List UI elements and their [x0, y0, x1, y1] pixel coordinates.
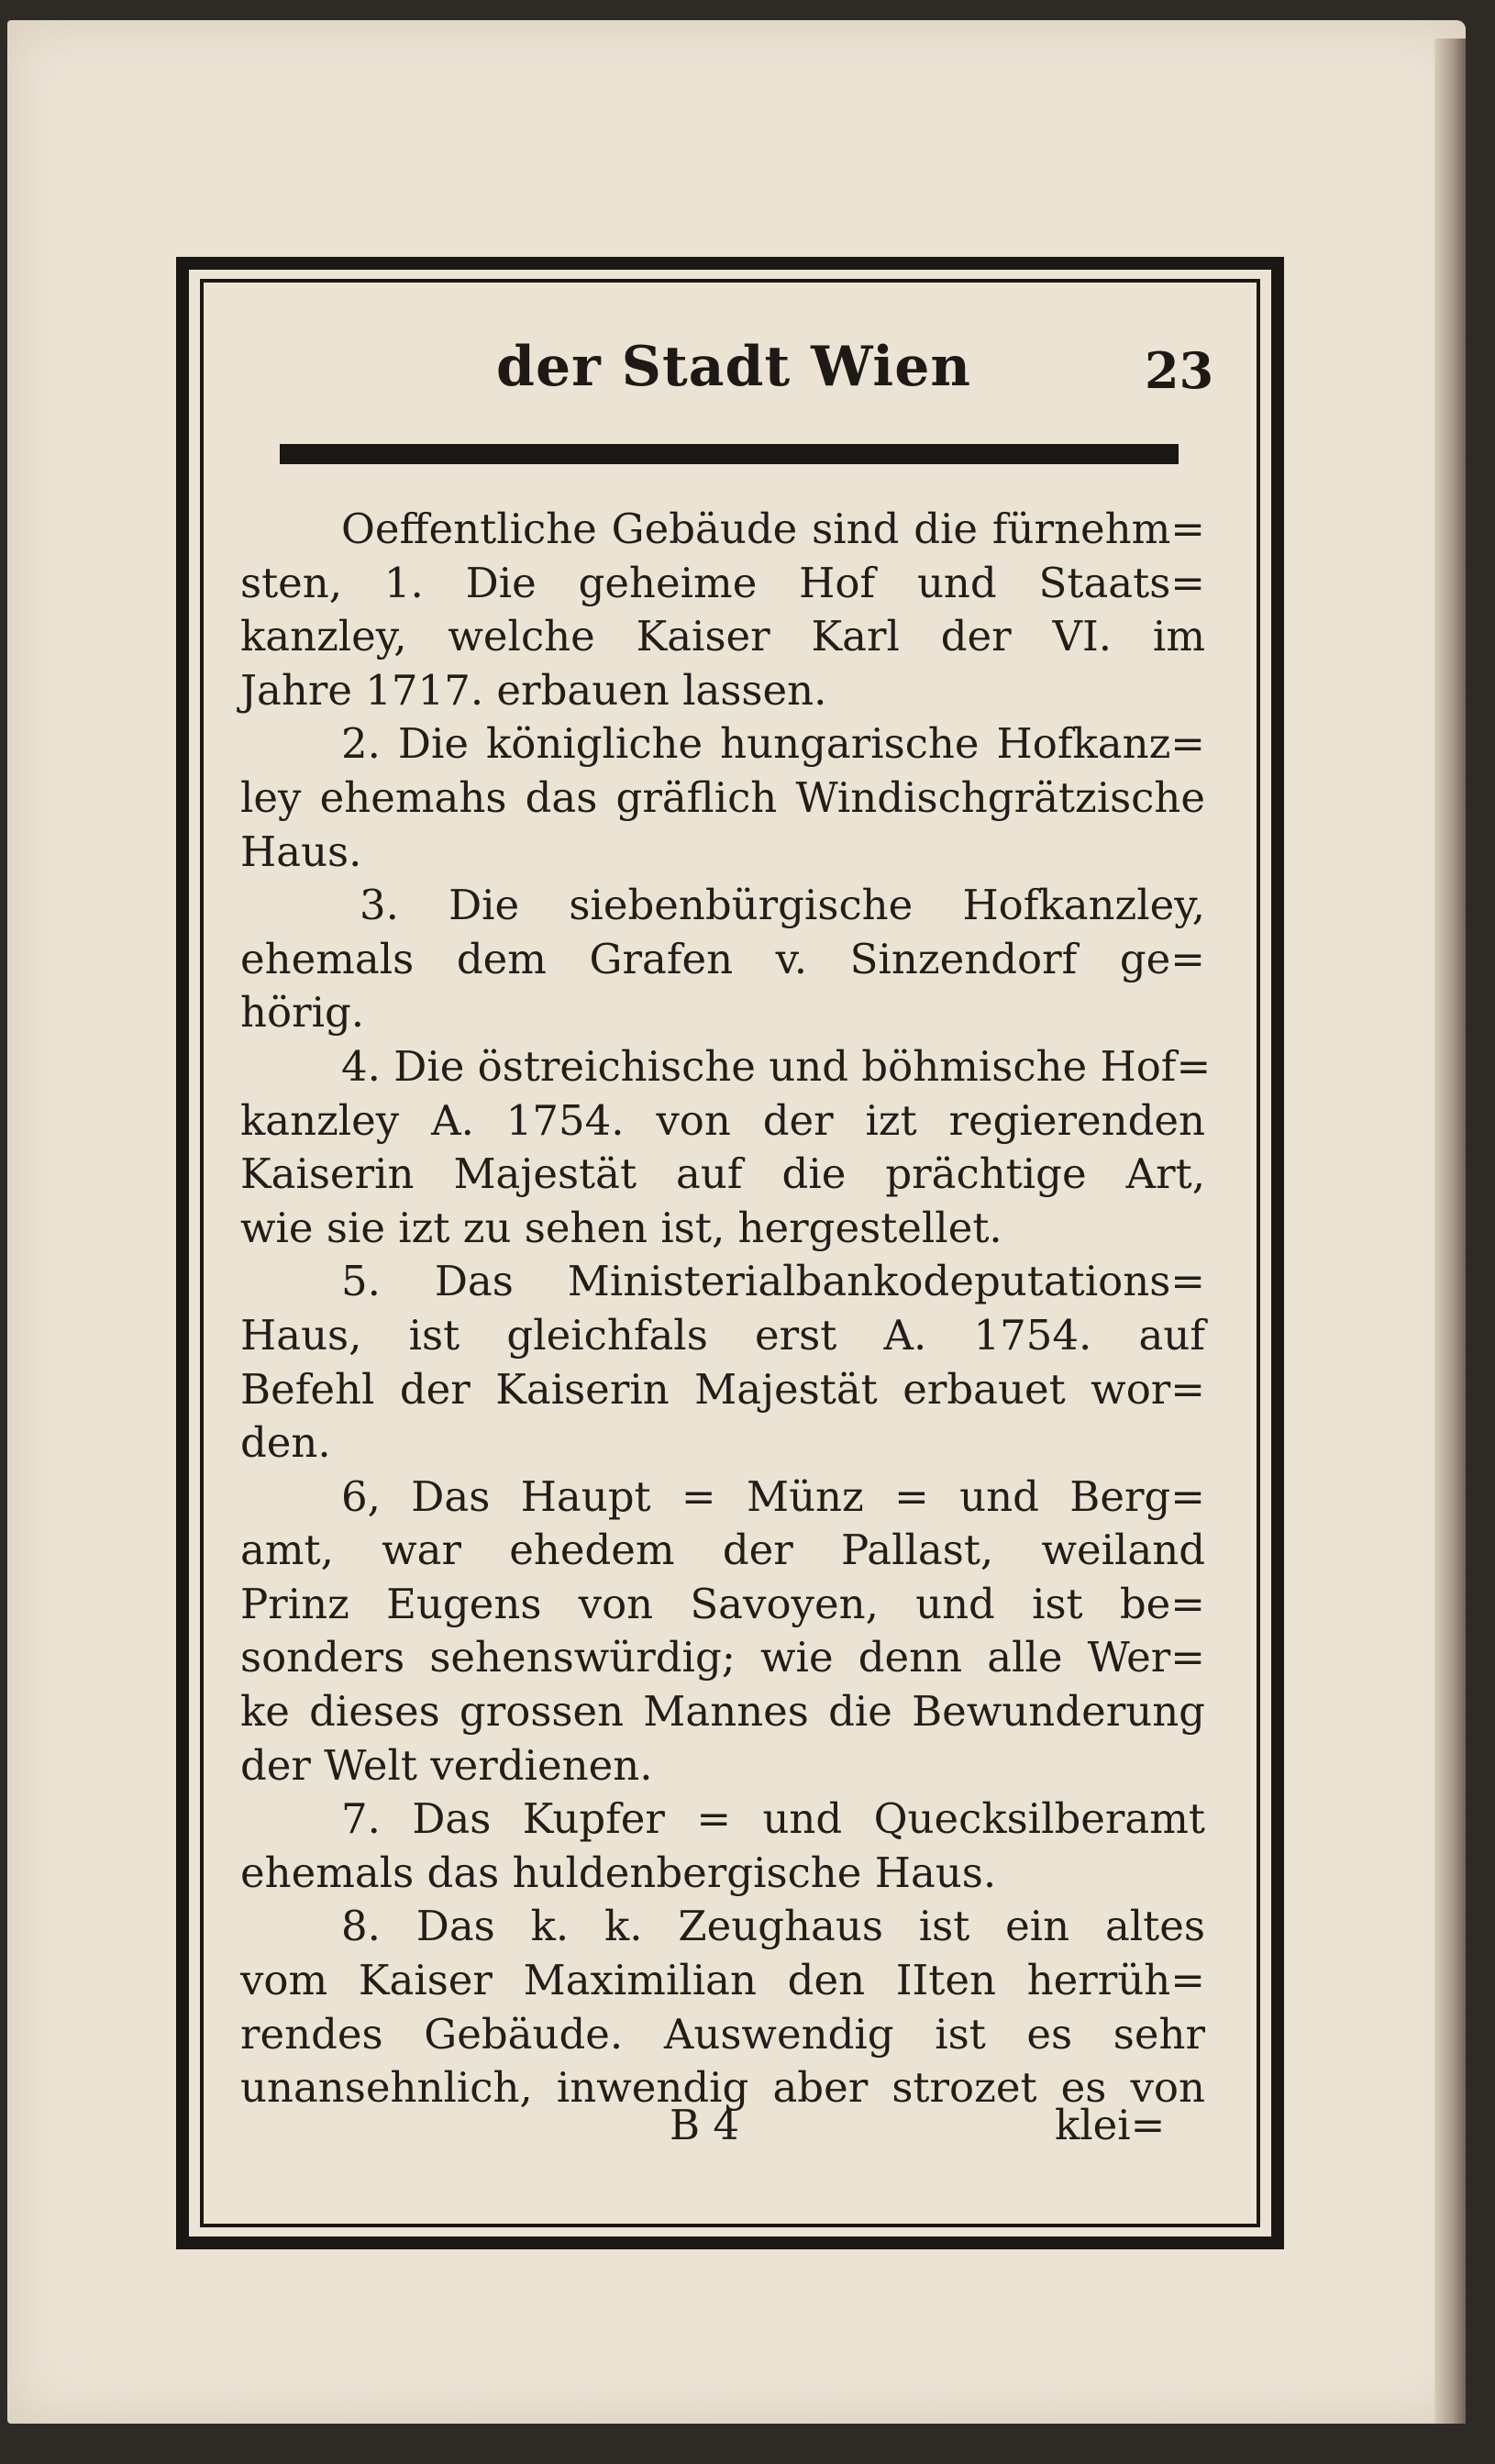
text-line: ehemals dem Grafen v. Sinzendorf ge=: [240, 934, 1205, 983]
header-rule: [280, 444, 1179, 464]
text-line: Befehl der Kaiserin Majestät erbauet wor=: [240, 1364, 1205, 1414]
text-line: Haus, ist gleichfals erst A. 1754. auf: [240, 1310, 1205, 1360]
text-line: sten, 1. Die geheime Hof und Staats=: [240, 558, 1205, 607]
text-line: den.: [240, 1418, 331, 1468]
text-line: Jahre 1717. erbauen lassen.: [240, 665, 827, 715]
text-line: 4. Die östreichische und böhmische Hof=: [341, 1041, 1212, 1091]
text-line: kanzley, welche Kaiser Karl der VI. im: [240, 612, 1205, 661]
text-line: wie sie izt zu sehen ist, hergestellet.: [240, 1203, 1002, 1252]
text-line: 2. Die königliche hungarische Hofkanz=: [341, 719, 1205, 769]
text-line: ehemals das huldenbergische Haus.: [240, 1848, 997, 1897]
catchword: klei=: [1055, 2101, 1166, 2149]
signature-mark: B 4: [670, 2101, 740, 2149]
text-line: hörig.: [240, 988, 365, 1038]
text-line: der Welt verdienen.: [240, 1740, 653, 1790]
text-line: ley ehemahs das gräflich Windischgrätzische: [240, 772, 1205, 822]
running-head: der Stadt Wien: [495, 335, 972, 399]
text-line: Prinz Eugens von Savoyen, und ist be=: [240, 1579, 1205, 1628]
text-line: Haus.: [240, 827, 362, 876]
text-line: 8. Das k. k. Zeughaus ist ein altes: [341, 1902, 1205, 1951]
text-line: 6, Das Haupt = Münz = und Berg=: [341, 1471, 1205, 1521]
text-line: 7. Das Kupfer = und Quecksilberamt: [341, 1794, 1205, 1844]
text-line: Kaiserin Majestät auf die prächtige Art,: [240, 1149, 1205, 1199]
text-line: rendes Gebäude. Auswendig ist es sehr: [240, 2009, 1205, 2059]
body-text: [240, 503, 1212, 2115]
text-line: Oeffentliche Gebäude sind die fürnehm=: [341, 505, 1205, 553]
text-line: ke dieses grossen Mannes die Bewunderung: [240, 1687, 1205, 1737]
text-line: sonders sehenswürdig; wie denn alle Wer=: [240, 1633, 1205, 1682]
text-line: 3. Die siebenbürgische Hofkanzley,: [360, 881, 1205, 930]
text-line: vom Kaiser Maximilian den IIten herrüh=: [240, 1956, 1205, 2005]
text-line: kanzley A. 1754. von der izt regierenden: [240, 1095, 1205, 1145]
page-edge: [1434, 39, 1466, 2424]
text-line: amt, war ehedem der Pallast, weiland: [240, 1526, 1205, 1575]
text-line: 5. Das Ministerialbankodeputations=: [341, 1257, 1205, 1306]
page-number: 23: [1145, 341, 1214, 400]
text-line: unansehnlich, inwendig aber strozet es von: [240, 2063, 1205, 2113]
